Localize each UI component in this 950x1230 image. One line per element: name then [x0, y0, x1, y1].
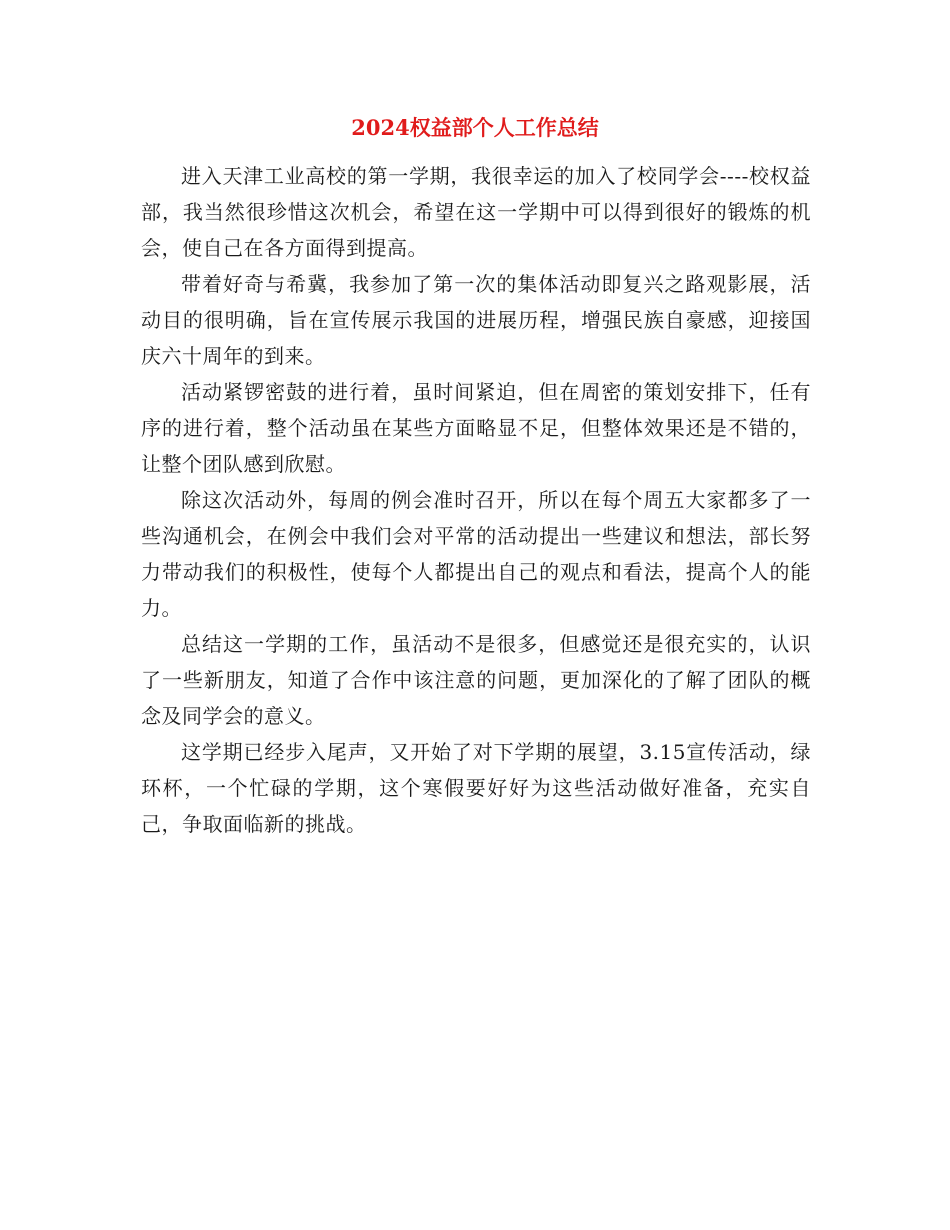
paragraph-4: 除这次活动外，每周的例会准时召开，所以在每个周五大家都多了一些沟通机会，在例会中我们会对平常的活动提出一些建议和想法，部长努力带动我们的积极性，使每个人都提出自己的观点和看法，提高个人的能力。 — [141, 488, 811, 620]
paragraph-2: 带着好奇与希冀，我参加了第一次的集体活动即复兴之路观影展，活动目的很明确，旨在宣传展示我国的进展历程，增强民族自豪感，迎接国庆六十周年的到来。 — [141, 272, 811, 368]
paragraph-1: 进入天津工业高校的第一学期，我很幸运的加入了校同学会----校权益部，我当然很珍惜这次机会，希望在这一学期中可以得到很好的锻炼的机会，使自己在各方面得到提高。 — [141, 164, 811, 260]
paragraph-6: 这学期已经步入尾声，又开始了对下学期的展望，3.15宣传活动，绿环杯，一个忙碌的学期，这个寒假要好好为这些活动做好准备，充实自己，争取面临新的挑战。 — [141, 740, 811, 836]
paragraph-5: 总结这一学期的工作，虽活动不是很多，但感觉还是很充实的，认识了一些新朋友，知道了合作中该注意的问题，更加深化的了解了团队的概念及同学会的意义。 — [141, 632, 811, 728]
document-body — [141, 158, 811, 842]
paragraph-3: 活动紧锣密鼓的进行着，虽时间紧迫，但在周密的策划安排下，任有序的进行着，整个活动虽在某些方面略显不足，但整体效果还是不错的，让整个团队感到欣慰。 — [141, 380, 811, 476]
document-title: 2024权益部个人工作总结 — [351, 115, 599, 140]
